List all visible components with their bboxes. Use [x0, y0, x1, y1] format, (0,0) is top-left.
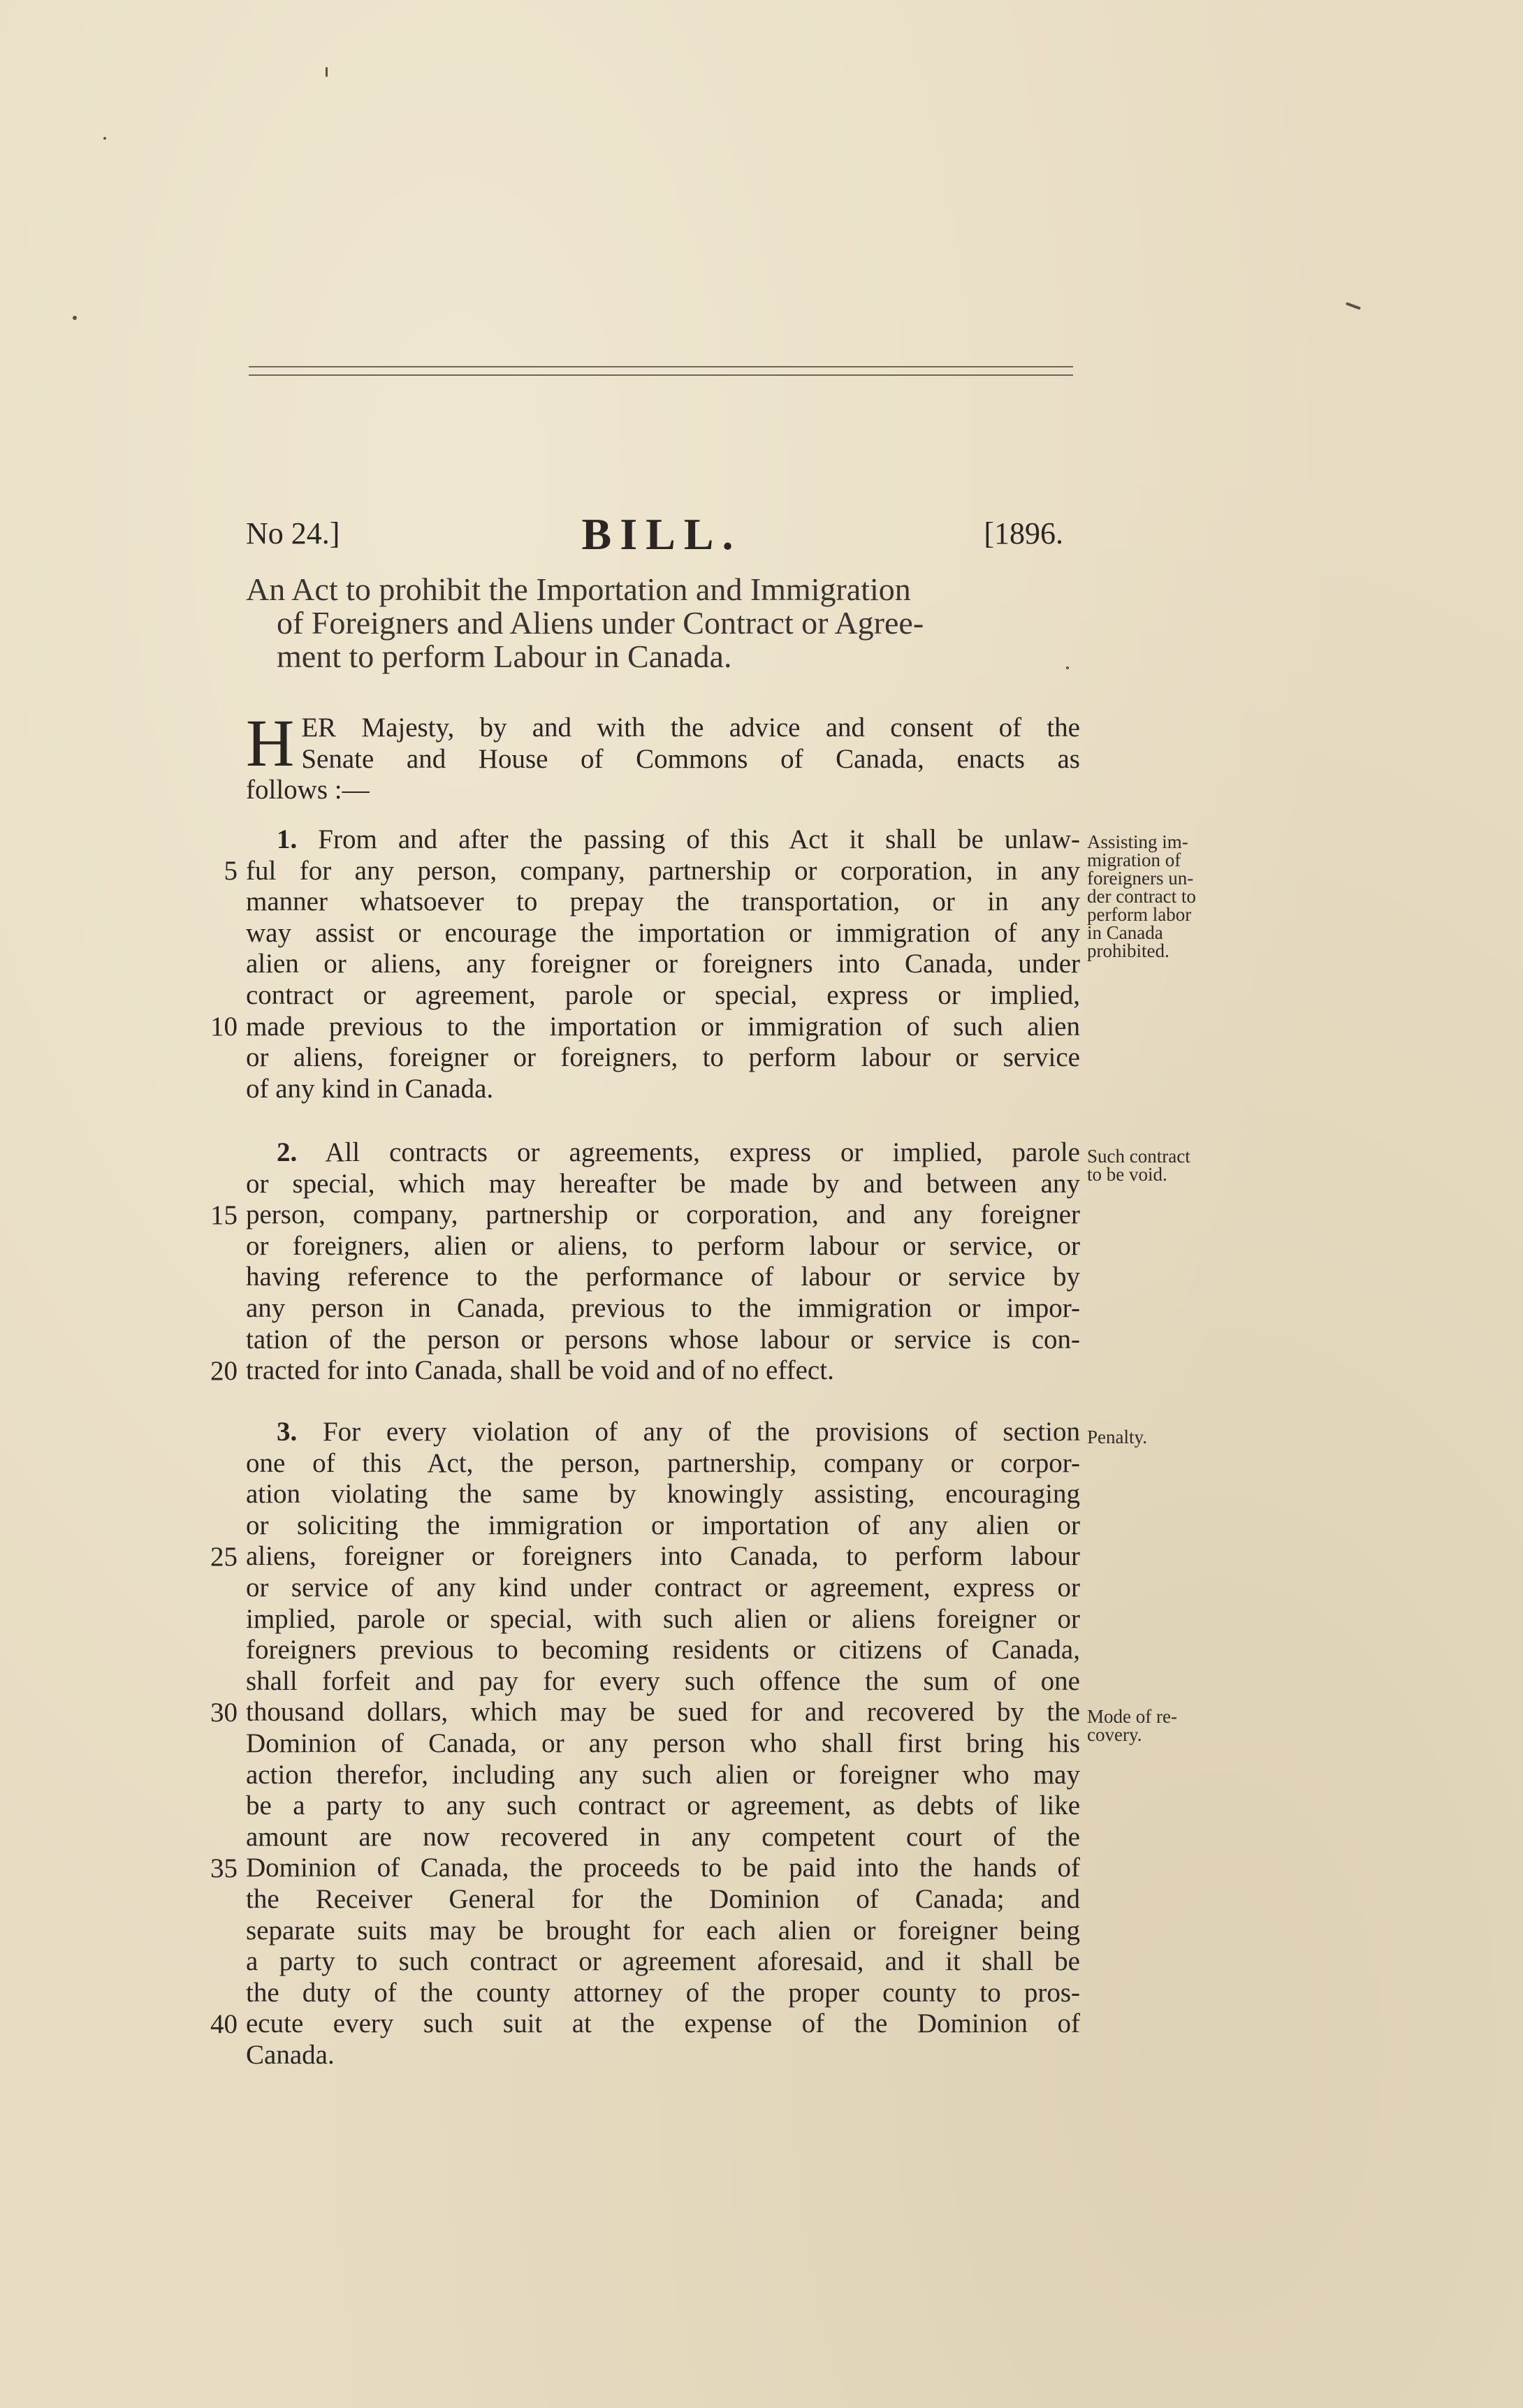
bill-year: [1896.: [984, 516, 1063, 550]
line-number: 40: [210, 2009, 238, 2039]
text-line: ecute every such suit at the expense of the Dominion of: [246, 2008, 1080, 2039]
text-line: way assist or encourage the importation or immigration of any: [246, 917, 1080, 948]
text-line: implied, parole or special, with such alien or aliens foreigner or: [246, 1603, 1080, 1634]
text-line: thousand dollars, which may be sued for and recovered by the: [246, 1697, 1080, 1728]
margin-note-recovery: [1087, 1707, 1227, 1744]
text-line: ation violating the same by knowingly assisting, encouraging: [246, 1479, 1080, 1510]
section-number: 3.: [277, 1417, 298, 1447]
top-rule-double: [249, 374, 1073, 376]
text-line: a party to such contract or agreement aforesaid, and it shall be: [246, 1946, 1080, 1977]
text-line: or soliciting the immigration or importation of any alien or: [246, 1510, 1080, 1540]
section-number: 1.: [277, 824, 298, 854]
text-line: alien or aliens, any foreigner or foreigners into Canada, under: [246, 949, 1080, 979]
text-line: separate suits may be brought for each alien or foreigner being: [246, 1915, 1080, 1946]
text-line: [246, 1137, 1080, 1169]
text-line: the duty of the county attorney of the proper county to pros-: [246, 1977, 1080, 2008]
title-line: of Foreigners and Aliens under Contract or Agree-: [277, 605, 924, 641]
section-text: From and after the passing of this Act it shall be unlaw-: [318, 824, 1080, 854]
text-line: the Receiver General for the Dominion of Canada; and: [246, 1883, 1080, 1914]
text-line: Dominion of Canada, the proceeds to be paid into the hands of: [246, 1853, 1080, 1883]
section-1: [246, 824, 1080, 1104]
note-line: Mode of re-: [1087, 1706, 1177, 1727]
note-line: foreigners un-: [1087, 868, 1194, 889]
note-line: Assisting im-: [1087, 831, 1188, 852]
line-number: 15: [210, 1200, 238, 1230]
text-line: one of this Act, the person, partnership, company or corpor-: [246, 1447, 1080, 1478]
text-line: aliens, foreigner or foreigners into Canada, to perform labour: [246, 1541, 1080, 1572]
text-line: action therefor, including any such alien or foreigner who may: [246, 1759, 1080, 1790]
section-number: 2.: [277, 1137, 298, 1167]
text-line: Dominion of Canada, or any person who shall first bring his: [246, 1728, 1080, 1758]
top-rule: [249, 366, 1073, 367]
note-line: in Canada: [1087, 922, 1163, 943]
text-line: any person in Canada, previous to the immigration or impor-: [246, 1292, 1080, 1323]
note-line: Such contract: [1087, 1146, 1190, 1167]
section-text: All contracts or agreements, express or implied, parole: [325, 1137, 1080, 1167]
section-2: [246, 1137, 1080, 1387]
enacting-clause: [246, 706, 1080, 806]
text-line: person, company, partnership or corporation, and any foreigner: [246, 1199, 1080, 1230]
line-number: 35: [210, 1853, 238, 1883]
note-line: migration of: [1087, 849, 1181, 870]
text-line: [246, 824, 1080, 856]
paper-speck: [73, 316, 77, 320]
text-line: having reference to the performance of labour or service by: [246, 1262, 1080, 1292]
line-number: 20: [210, 1356, 238, 1386]
note-line: Penalty.: [1087, 1426, 1147, 1447]
text-line: follows :—: [246, 775, 370, 805]
text-line: shall forfeit and pay for every such offence the sum of one: [246, 1665, 1080, 1696]
section-text: For every violation of any of the provisions of section: [322, 1417, 1080, 1447]
act-title: [246, 573, 1077, 673]
text-line: ful for any person, company, partnership or corporation, in any: [246, 855, 1080, 886]
bill-number: No 24.]: [246, 516, 340, 550]
paper-speck: [326, 67, 328, 77]
text-line: Senate and House of Commons of Canada, enacts as: [301, 743, 1080, 774]
paper-speck: [103, 137, 106, 140]
text-line: or foreigners, alien or aliens, to perform labour or service, or: [246, 1230, 1080, 1261]
text-line: [246, 1417, 1080, 1448]
text-line: tation of the person or persons whose labour or service is con-: [246, 1324, 1080, 1355]
note-line: perform labor: [1087, 904, 1192, 925]
text-line: ER Majesty, by and with the advice and consent of the: [301, 713, 1080, 743]
text-line: manner whatsoever to prepay the transportation, or in any: [246, 886, 1080, 917]
text-line: tracted for into Canada, shall be void and of no effect.: [246, 1355, 834, 1386]
title-line: ment to perform Labour in Canada.: [277, 639, 732, 674]
note-line: to be void.: [1087, 1164, 1167, 1185]
bill-header: [246, 509, 1077, 557]
text-line: of any kind in Canada.: [246, 1073, 494, 1104]
text-line: Canada.: [246, 2039, 335, 2070]
section-3: [246, 1417, 1080, 2071]
paper-speck: [1346, 302, 1361, 309]
paper-speck: [1066, 666, 1069, 669]
note-line: covery.: [1087, 1724, 1142, 1745]
margin-note-void: [1087, 1147, 1227, 1183]
text-line: contract or agreement, parole or special, express or implied,: [246, 979, 1080, 1010]
text-line: amount are now recovered in any competent court of the: [246, 1821, 1080, 1852]
margin-note-penalty: [1087, 1428, 1227, 1446]
text-line: or special, which may hereafter be made by and between any: [246, 1168, 1080, 1199]
text-line: be a party to any such contract or agreement, as debts of like: [246, 1790, 1080, 1821]
text-line: or aliens, foreigner or foreigners, to perform labour or service: [246, 1042, 1080, 1073]
margin-note-assisting: [1087, 833, 1227, 960]
line-number: 5: [224, 856, 238, 886]
note-line: prohibited.: [1087, 940, 1169, 961]
drop-cap: H: [246, 706, 295, 780]
line-number: 30: [210, 1698, 238, 1728]
bill-heading: BILL.: [581, 509, 742, 559]
line-number: 10: [210, 1012, 238, 1042]
line-number: 25: [210, 1542, 238, 1572]
text-line: or service of any kind under contract or agreement, express or: [246, 1572, 1080, 1603]
title-line: An Act to prohibit the Importation and Immigration: [246, 571, 911, 607]
note-line: der contract to: [1087, 886, 1196, 907]
text-line: foreigners previous to becoming residents or citizens of Canada,: [246, 1635, 1080, 1665]
text-line: made previous to the importation or immigration of such alien: [246, 1011, 1080, 1042]
